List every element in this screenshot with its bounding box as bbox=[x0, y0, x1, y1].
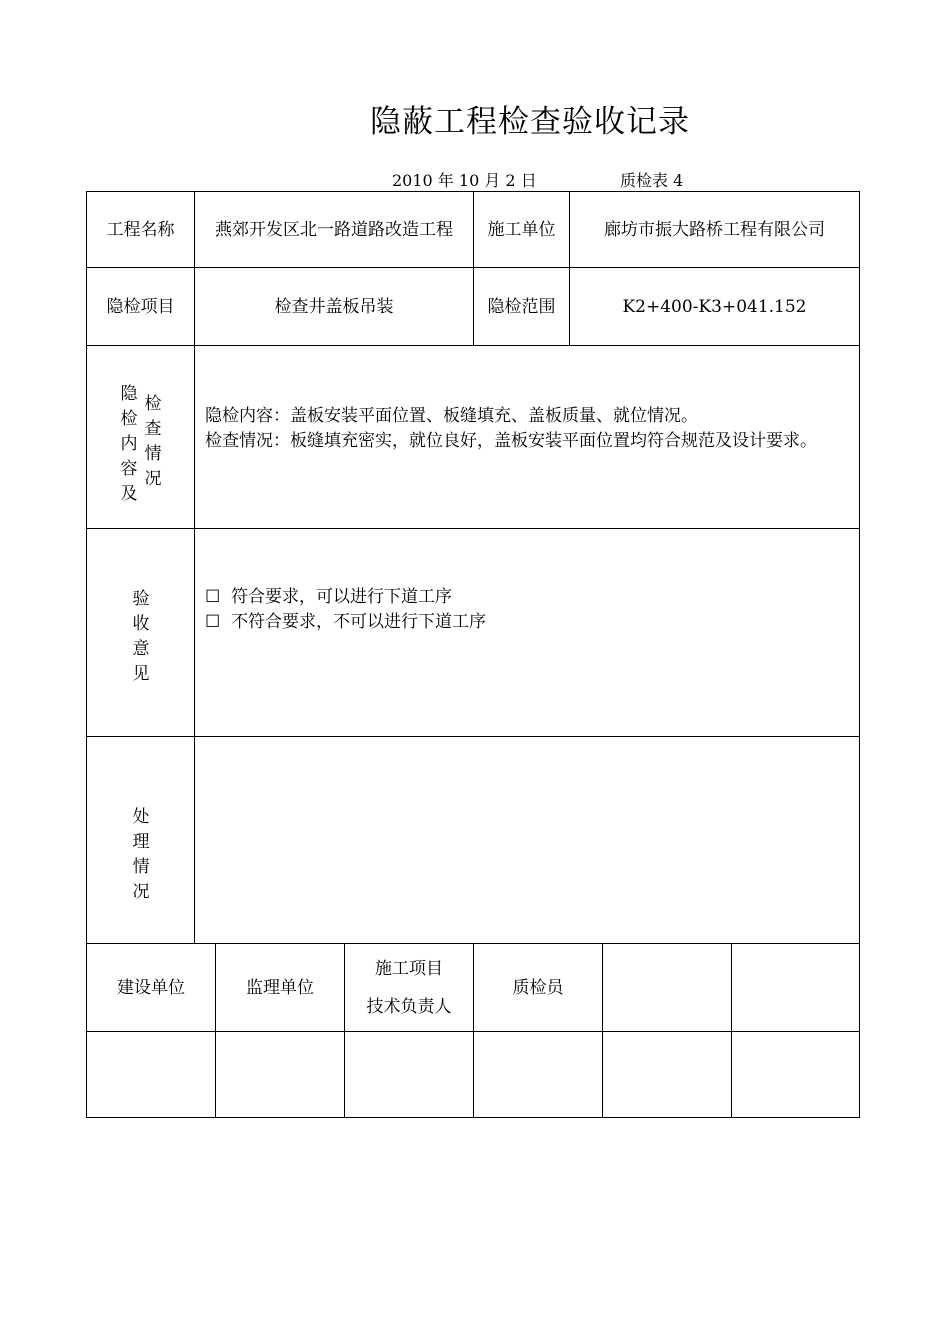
row-divider bbox=[87, 345, 859, 346]
record-table bbox=[86, 191, 860, 1118]
form-number: 质检表 4 bbox=[620, 171, 684, 190]
date: 2010 年 10 月 2 日 bbox=[392, 171, 537, 190]
row-divider bbox=[87, 736, 859, 737]
document-title: 隐蔽工程检查验收记录 bbox=[370, 104, 690, 140]
option-not-meets-requirements[interactable]: ☐ 不符合要求，不可以进行下道工序 bbox=[205, 612, 487, 632]
content-label-col2: 检 查 情 况 bbox=[144, 394, 162, 489]
row-divider bbox=[87, 528, 859, 529]
option-meets-requirements[interactable]: ☐ 符合要求，可以进行下道工序 bbox=[205, 587, 453, 607]
label-owner: 建设单位 bbox=[117, 977, 185, 998]
content-line-1: 隐检内容：盖板安装平面位置、板缝填充、盖板质量、就位情况。 bbox=[205, 406, 698, 426]
content-label-col1: 隐 检 内 容 及 bbox=[120, 384, 138, 504]
checkbox-icon[interactable]: ☐ bbox=[205, 587, 221, 607]
label-supervisor: 监理单位 bbox=[246, 977, 314, 998]
label-inspection-item: 隐检项目 bbox=[106, 296, 175, 317]
acceptance-label: 验 收 意 见 bbox=[132, 589, 150, 684]
content-line-2: 检查情况： 板缝填充密实，就位良好，盖板安装平面位置均符合规范及设计要求。 bbox=[205, 431, 817, 451]
label-contractor: 施工单位 bbox=[487, 219, 556, 240]
column-divider bbox=[731, 943, 732, 1118]
label-technical-lead: 施工项目 技术负责人 bbox=[366, 958, 452, 1017]
label-inspector: 质检员 bbox=[512, 977, 564, 998]
checkbox-icon[interactable]: ☐ bbox=[205, 612, 221, 632]
inspection-item: 检查井盖板吊装 bbox=[274, 296, 394, 317]
project-name: 燕郊开发区北一路道路改造工程 bbox=[215, 219, 453, 240]
inspection-range: K2+400-K3+041.152 bbox=[622, 296, 807, 317]
label-inspection-range: 隐检范围 bbox=[487, 296, 556, 317]
handling-label: 处 理 情 况 bbox=[132, 807, 150, 902]
label-project-name: 工程名称 bbox=[106, 219, 175, 240]
contractor: 廊坊市振大路桥工程有限公司 bbox=[604, 219, 825, 240]
column-divider bbox=[602, 943, 603, 1118]
